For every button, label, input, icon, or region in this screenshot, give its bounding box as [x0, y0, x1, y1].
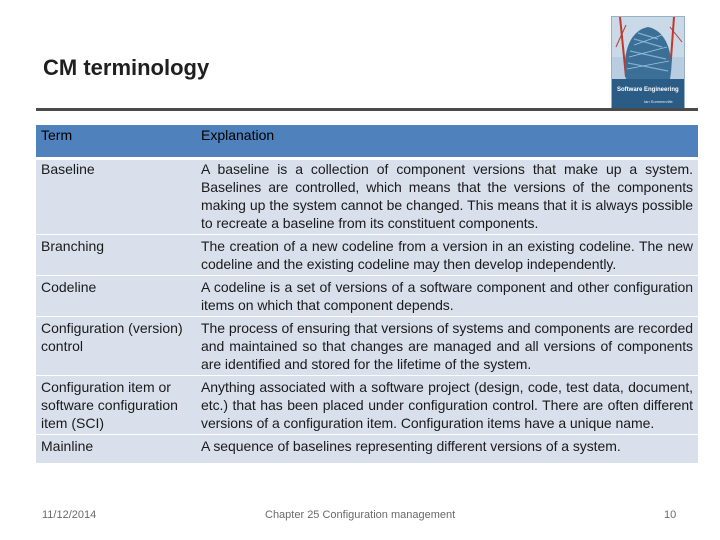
- explanation-cell: The creation of a new codeline from a version in an existing codeline. The new codeline and the existing codeline may then develop independently.: [196, 235, 698, 276]
- term-cell: Codeline: [36, 276, 196, 317]
- table-row: [36, 235, 698, 276]
- book-cover-illustration: [612, 17, 684, 109]
- footer-chapter: Chapter 25 Configuration management: [265, 509, 456, 521]
- explanation-cell: Anything associated with a software project (design, code, test data, document, etc.) that has been placed under configuration control. There are often different versions of a configuration item. Configuration items have a unique name.: [196, 376, 698, 435]
- footer-page-number: 10: [664, 509, 677, 521]
- explanation-cell: A codeline is a set of versions of a software component and other configuration items on which that component depends.: [196, 276, 698, 317]
- header-term: Term: [36, 125, 196, 159]
- table-row: [36, 276, 698, 317]
- term-cell: Configuration item or software configuration item (SCI): [36, 376, 196, 435]
- explanation-cell: The process of ensuring that versions of systems and components are recorded and maintained so that changes are managed and all versions of components are identified and stored for the lifetime of the system.: [196, 317, 698, 376]
- table-row: [36, 435, 698, 464]
- slide-title: CM terminology: [43, 55, 210, 80]
- terminology-table: [36, 125, 698, 463]
- table-header-row: [36, 125, 698, 159]
- table-row: [36, 159, 698, 235]
- term-cell: Branching: [36, 235, 196, 276]
- book-cover-author: Ian Sommerville: [644, 99, 673, 104]
- explanation-cell: A sequence of baselines representing different versions of a system.: [196, 435, 698, 464]
- term-cell: Configuration (version) control: [36, 317, 196, 376]
- book-cover-image: [611, 16, 685, 110]
- book-cover-title: Software Engineering: [617, 87, 679, 93]
- table-row: [36, 317, 698, 376]
- explanation-cell: A baseline is a collection of component versions that make up a system. Baselines are controlled, which means that the versions of the components making up the system cannot be changed. This means that it is always possible to recreate a baseline from its constituent components.: [196, 159, 698, 235]
- footer-date: 11/12/2014: [42, 509, 97, 521]
- title-underline: [36, 108, 698, 111]
- header-explanation: Explanation: [196, 125, 698, 159]
- term-cell: Mainline: [36, 435, 196, 464]
- table-row: [36, 376, 698, 435]
- term-cell: Baseline: [36, 159, 196, 235]
